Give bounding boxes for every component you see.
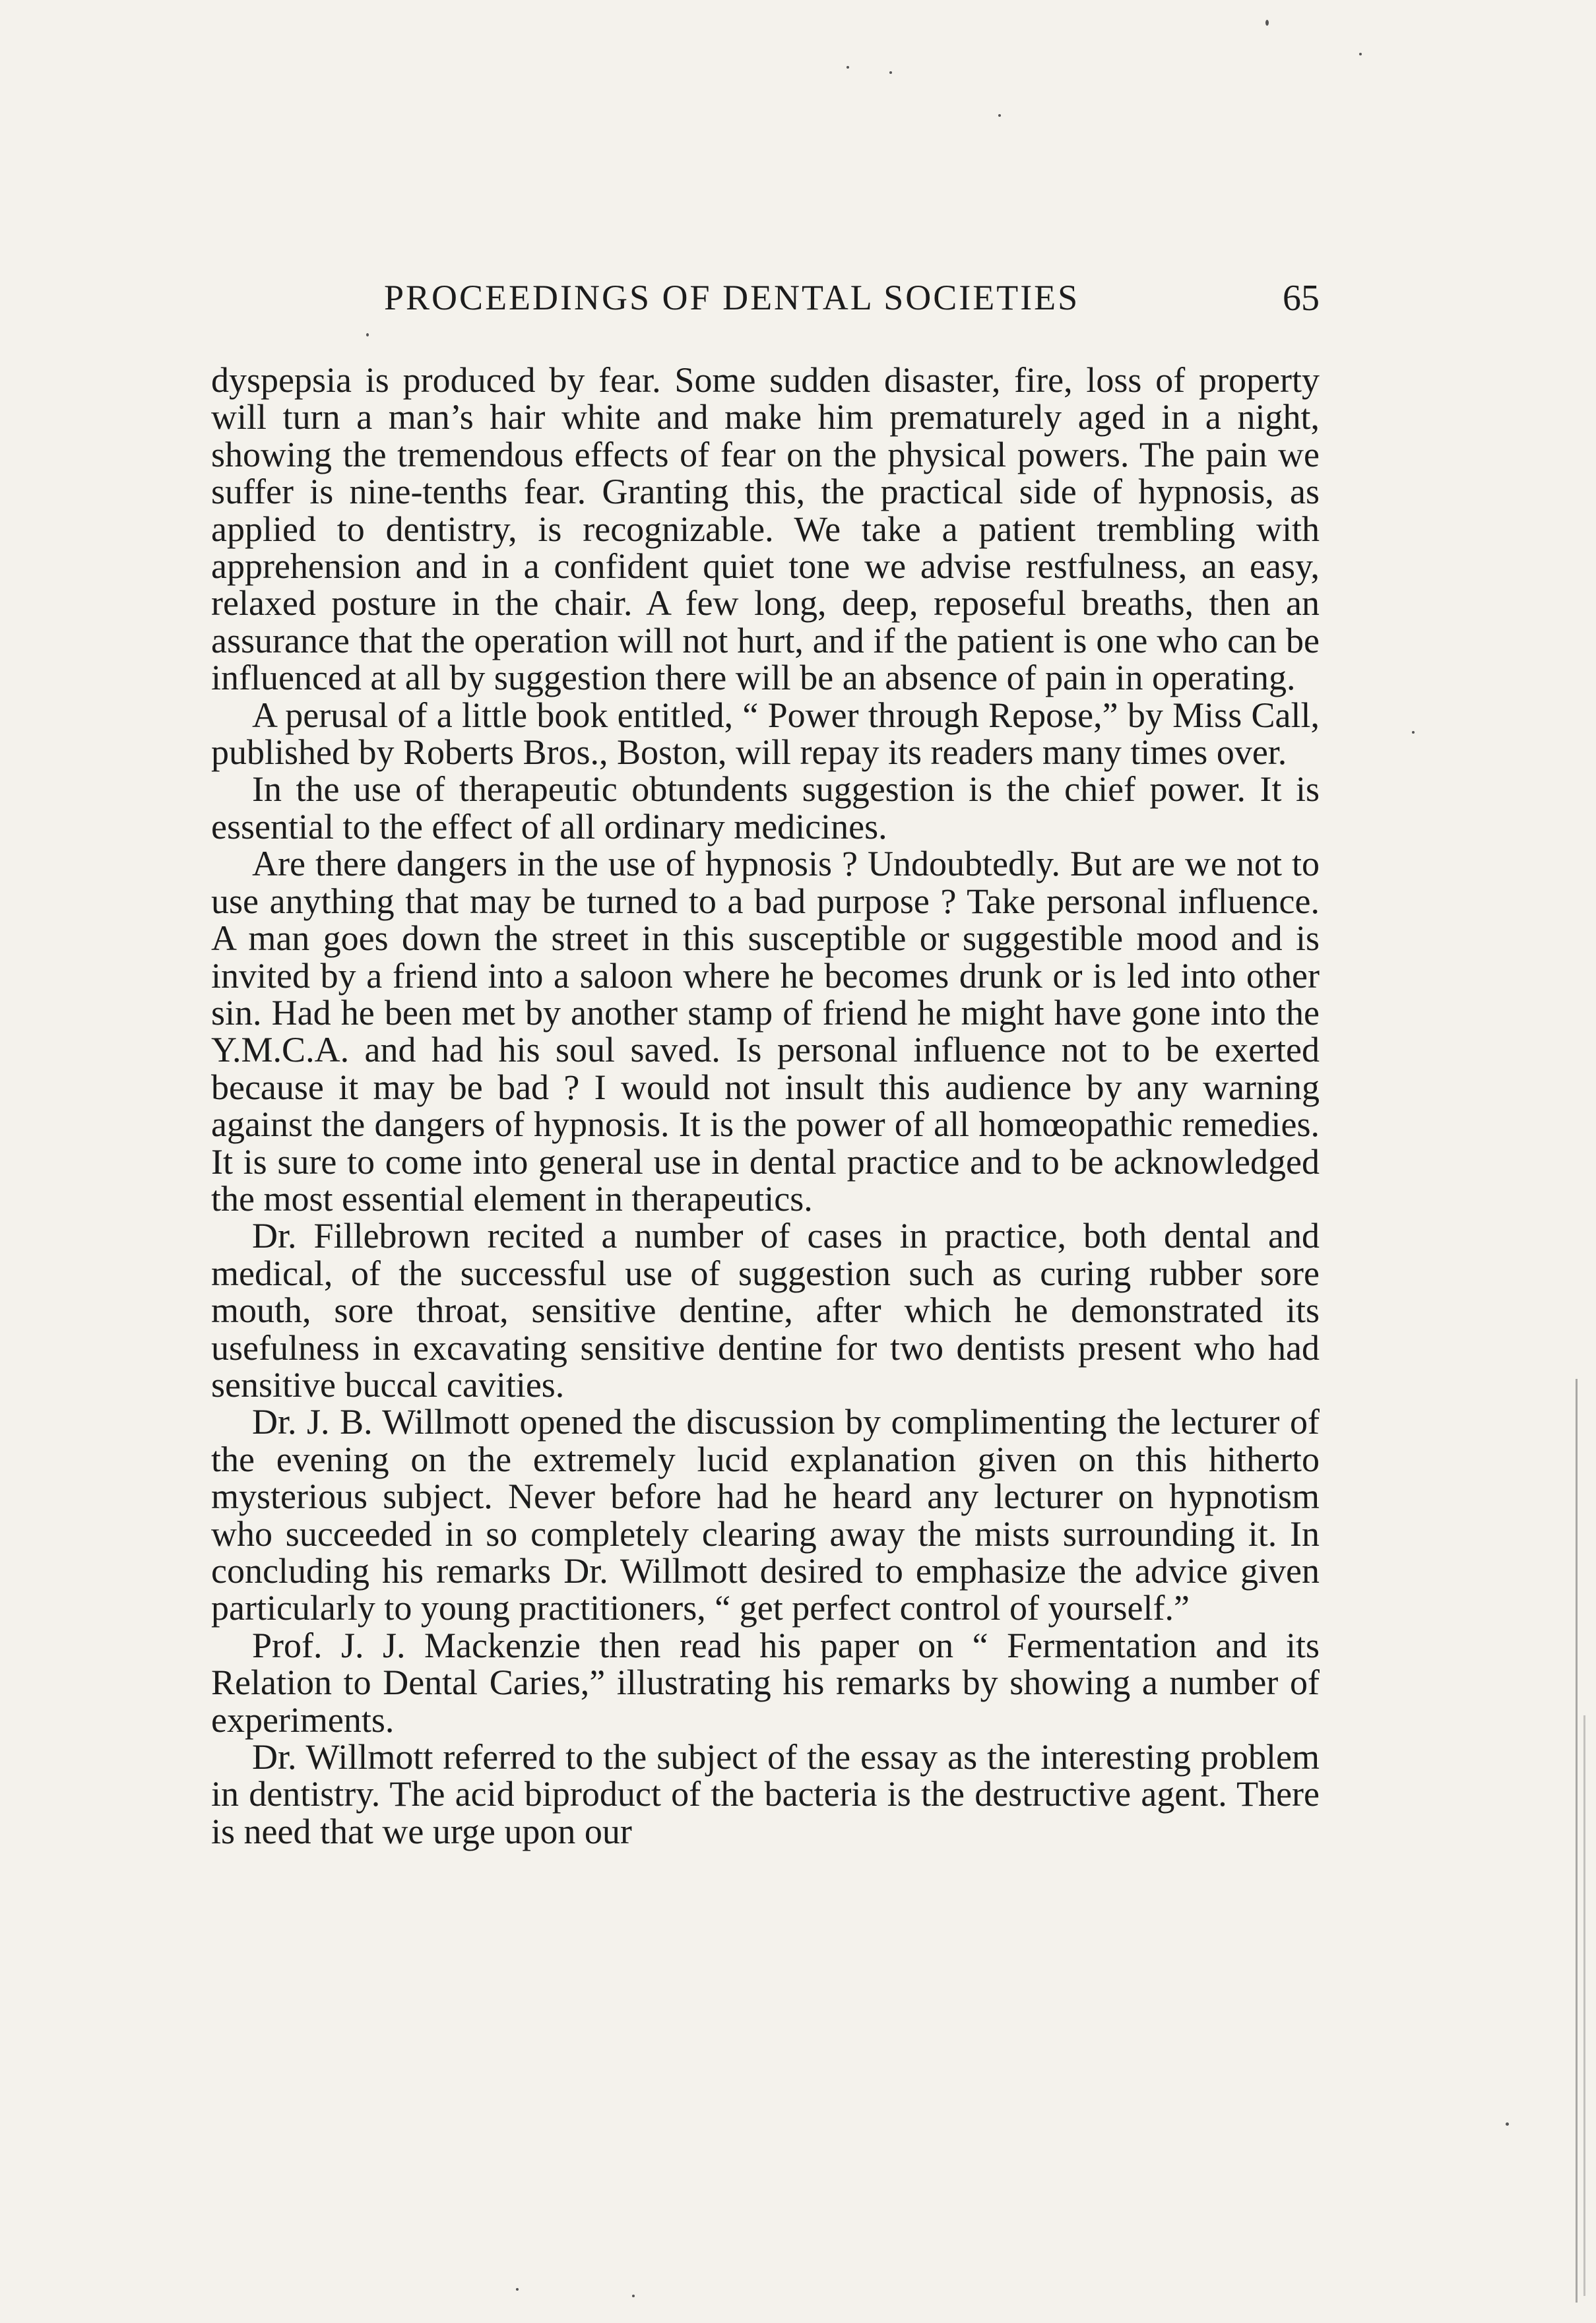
paragraph-mackenzie-paper: Prof. J. J. Mackenzie then read his paper on “ Fermentation and its Relation to Dental Caries,” illustrating his remarks by showing a number of experiments. bbox=[211, 1625, 1320, 1740]
scan-speck bbox=[1359, 53, 1362, 55]
scan-speck bbox=[366, 333, 369, 336]
scan-speck bbox=[1506, 2122, 1509, 2126]
paragraph-fear: dyspepsia is produced by fear. Some sudden disaster, fire, loss of property will turn a man’s hair white and make him prematurely aged in a night, showing the tremendous effects of fear on the physical powers. The pain we suffer is nine-tenths fear. Granting this, the practical side of hypnosis, as applied to dentistry, is recognizable. We take a patient trembling with apprehension and in a confident quiet tone we advise restfulness, an easy, relaxed posture in the chair. A few long, deep, reposeful breaths, then an assurance that the operation will not hurt, and if the patient is one who can be influenced at all by suggestion there will be an absence of pain in operating. bbox=[211, 360, 1320, 698]
scan-speck bbox=[889, 71, 892, 74]
scan-speck bbox=[1412, 731, 1415, 734]
scan-speck bbox=[1265, 20, 1269, 26]
scan-speck bbox=[632, 2295, 635, 2297]
scan-speck bbox=[516, 2288, 519, 2291]
running-head bbox=[211, 277, 1320, 323]
paragraph-power-through-repose: A perusal of a little book entitled, “ Power through Repose,” by Miss Call, published by Roberts Bros., Boston, will repay its readers many times over. bbox=[211, 695, 1320, 773]
paragraph-willmott-discussion: Dr. J. B. Willmott opened the discussion by complimenting the lecturer of the evening on the extremely lucid explanation given on this hitherto mysterious subject. Never before had he heard any lecturer on hypnotism who succeeded in so completely clearing away the mists surrounding it. In concluding his remarks Dr. Willmott desired to emphasize the advice given particularly to young practitioners, “ get perfect control of yourself.” bbox=[211, 1402, 1320, 1628]
paragraph-dangers-of-hypnosis: Are there dangers in the use of hypnosis ? Undoubtedly. But are we not to use anything that may be turned to a bad purpose ? Take personal influence. A man goes down the street in this susceptible or suggestible mood and is invited by a friend into a saloon where he becomes drunk or is led into other sin. Had he been met by another stamp of friend he might have gone into the Y.M.C.A. and had his soul saved. Is personal influence not to be exerted because it may be bad ? I would not insult this audience by any warning against the dangers of hypnosis. It is the power of all homœopathic remedies. It is sure to come into general use in dental practice and to be acknowledged the most essential element in therapeutics. bbox=[211, 844, 1320, 1219]
scan-edge-line bbox=[1583, 1715, 1585, 2296]
scan-speck bbox=[998, 114, 1001, 117]
running-title: PROCEEDINGS OF DENTAL SOCIETIES bbox=[384, 278, 1080, 317]
page-number: 65 bbox=[1283, 278, 1320, 319]
scan-speck bbox=[846, 66, 849, 69]
paragraph-willmott-essay: Dr. Willmott referred to the subject of the essay as the interesting problem in dentistry. The acid biproduct of the bacteria is the destructive agent. There is need that we urge upon our bbox=[211, 1737, 1320, 1851]
body-text bbox=[211, 362, 1320, 1850]
paragraph-obtundents: In the use of therapeutic obtundents suggestion is the chief power. It is essential to the effect of all ordinary medicines. bbox=[211, 769, 1320, 846]
paragraph-fillebrown: Dr. Fillebrown recited a number of cases in practice, both dental and medical, of the successful use of suggestion such as curing rubber sore mouth, sore throat, sensitive dentine, after which he demonstrated its usefulness in excavating sensitive dentine for two dentists present who had sensitive buccal cavities. bbox=[211, 1216, 1320, 1405]
scan-edge-line bbox=[1576, 1379, 1578, 2303]
